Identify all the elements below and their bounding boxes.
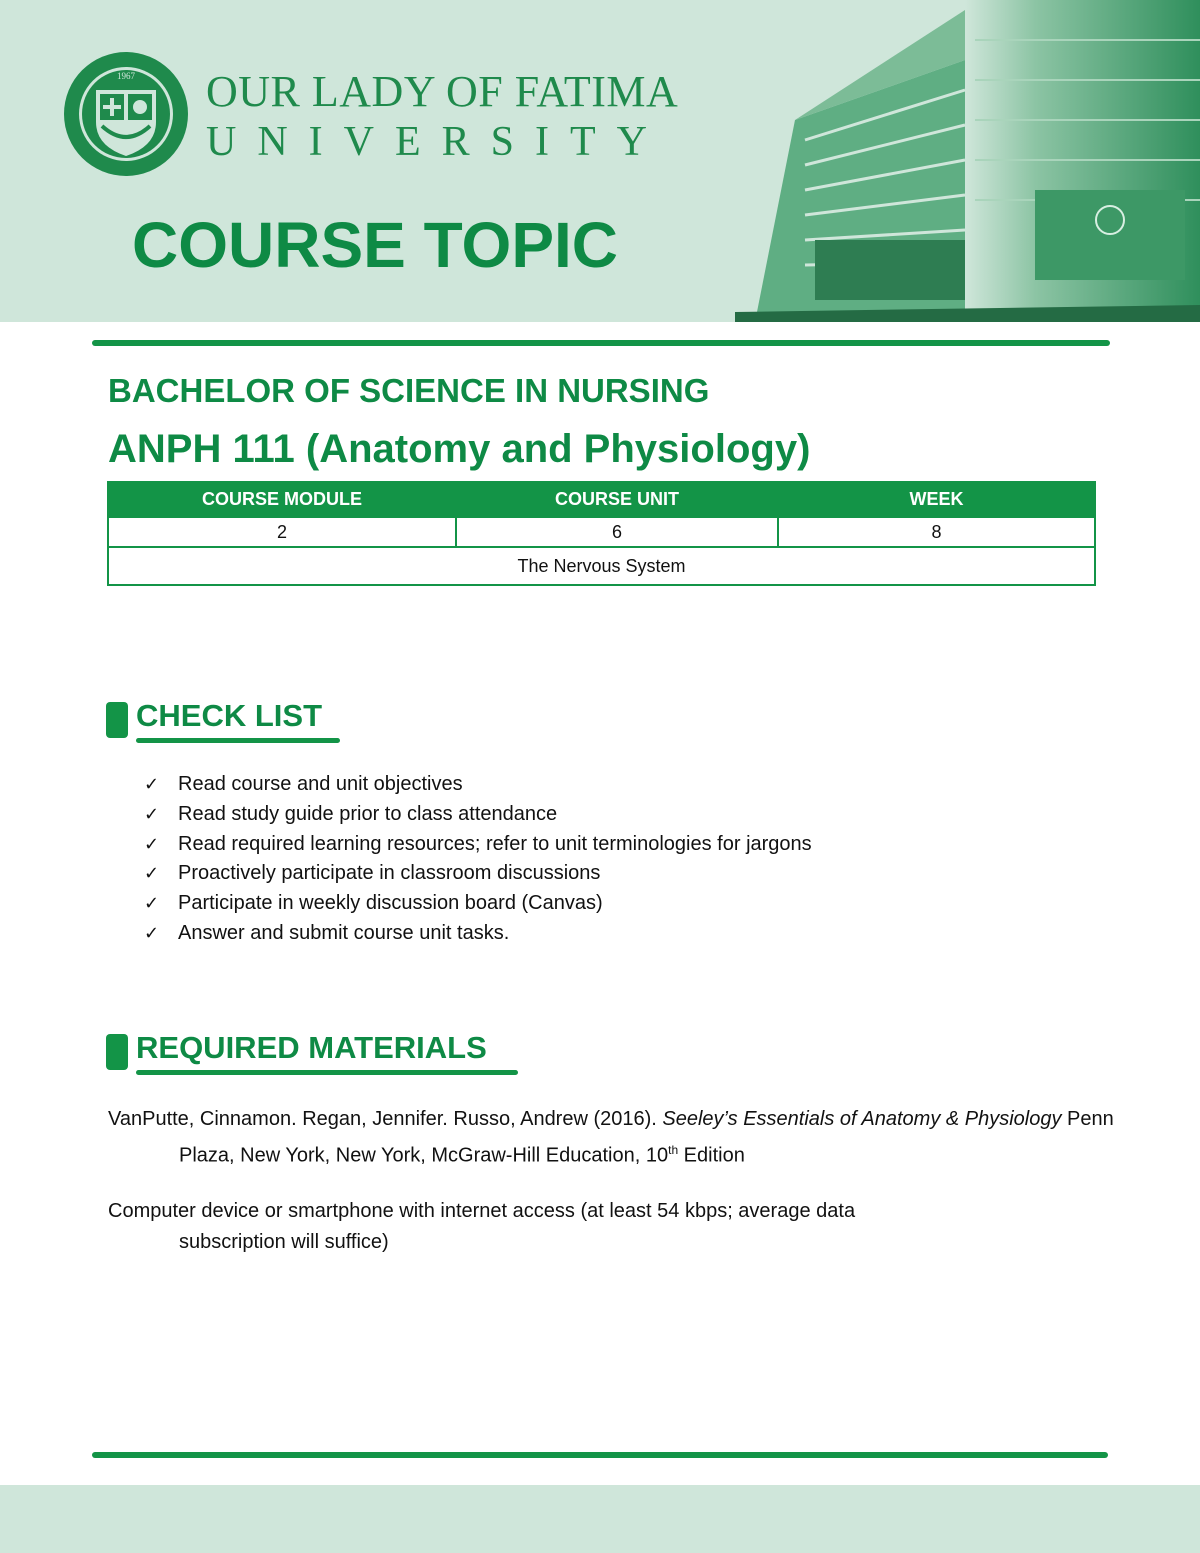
reference-textbook: VanPutte, Cinnamon. Regan, Jennifer. Russo, Andrew (2016). Seeley’s Essentials of Anatomy & Physiology Penn Plaza, New York, New York, McGraw-Hill Education, 10th Edition	[108, 1108, 1114, 1167]
program-title: BACHELOR OF SCIENCE IN NURSING	[108, 372, 710, 409]
svg-text:1967: 1967	[117, 71, 135, 81]
cell-course-module: 2	[108, 517, 456, 547]
list-item: ✓ Read course and unit objectives	[144, 770, 812, 800]
list-item: ✓ Read required learning resources; refer to unit terminologies for jargons	[144, 830, 812, 860]
list-item: ✓ Participate in weekly discussion board (Canvas)	[144, 889, 812, 919]
section-underline	[136, 738, 340, 743]
header-banner	[0, 0, 1200, 322]
table-row	[108, 547, 1095, 585]
list-item: ✓ Proactively participate in classroom discussions	[144, 859, 812, 889]
section-marker	[106, 702, 128, 738]
university-seal-logo	[62, 50, 190, 178]
course-info-table	[107, 481, 1096, 586]
checkmark-icon: ✓	[144, 893, 160, 914]
table-header-row	[108, 482, 1095, 517]
header-course-module: COURSE MODULE	[108, 482, 456, 517]
checkmark-icon: ✓	[144, 833, 160, 854]
checklist-title: CHECK LIST	[136, 698, 322, 733]
book-title: Seeley’s Essentials of Anatomy & Physiology	[662, 1108, 1062, 1130]
header-course-unit: COURSE UNIT	[456, 482, 778, 517]
checklist	[144, 770, 812, 949]
cell-topic: The Nervous System	[108, 547, 1095, 585]
footer-band	[0, 1485, 1200, 1553]
header-week: WEEK	[778, 482, 1095, 517]
university-name-line2: UNIVERSITY	[206, 119, 668, 165]
cell-week: 8	[778, 517, 1095, 547]
checkmark-icon: ✓	[144, 922, 160, 943]
materials-title: REQUIRED MATERIALS	[136, 1030, 487, 1065]
reference-device: Computer device or smartphone with internet access (at least 54 kbps; average data subscription will suffice)	[108, 1200, 856, 1253]
list-item: ✓ Read study guide prior to class attendance	[144, 800, 812, 830]
top-divider	[92, 340, 1110, 346]
bottom-divider	[92, 1452, 1108, 1458]
university-name-line1: OUR LADY OF FATIMA	[206, 67, 679, 116]
checkmark-icon: ✓	[144, 803, 160, 824]
course-title: ANPH 111 (Anatomy and Physiology)	[108, 427, 811, 471]
section-marker	[106, 1034, 128, 1070]
checkmark-icon: ✓	[144, 863, 160, 884]
checkmark-icon: ✓	[144, 774, 160, 794]
list-item: ✓ Answer and submit course unit tasks.	[144, 919, 812, 949]
university-building-image	[735, 0, 1200, 322]
course-topic-heading: COURSE TOPIC	[132, 209, 618, 281]
table-row	[108, 517, 1095, 547]
cell-course-unit: 6	[456, 517, 778, 547]
section-underline	[136, 1070, 518, 1075]
